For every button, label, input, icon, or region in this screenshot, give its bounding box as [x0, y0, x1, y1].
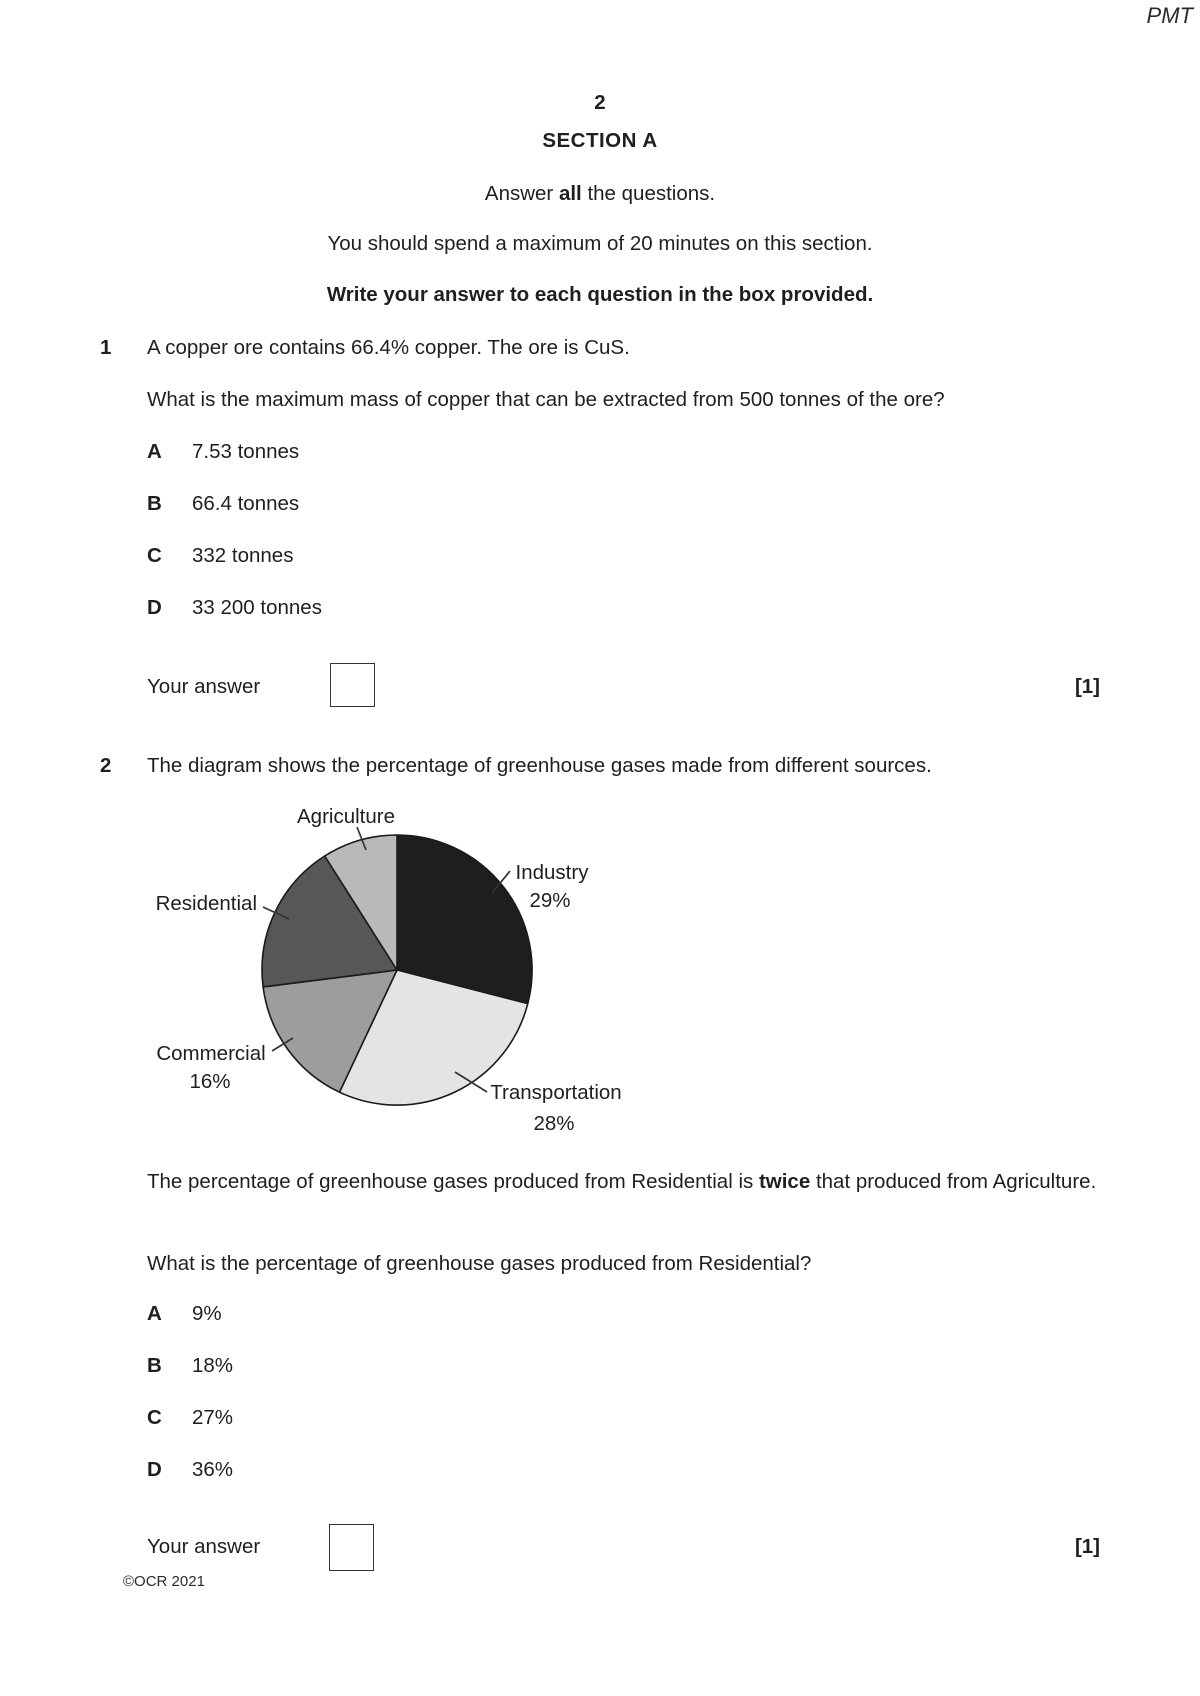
pie-label-commercial: Commercial — [156, 1042, 266, 1065]
q2-statement: The diagram shows the percentage of greenhouse gases made from different sources. — [147, 754, 932, 777]
option-letter: D — [147, 596, 162, 619]
pie-pct-commercial: 16% — [189, 1070, 231, 1093]
option-text: 18% — [192, 1354, 234, 1377]
q1-your-answer-label: Your answer — [147, 675, 261, 698]
pie-pct-transportation: 28% — [533, 1112, 575, 1135]
instruction-bold: all — [558, 182, 582, 205]
pie-pct-industry: 29% — [529, 889, 571, 912]
q1-number: 1 — [100, 336, 112, 359]
option-letter: B — [147, 1354, 162, 1377]
option-text: 66.4 tonnes — [192, 492, 300, 515]
pmt-watermark: PMT — [1146, 3, 1193, 28]
option-letter: C — [147, 544, 162, 567]
paragraph-pre: The percentage of greenhouse gases produced from Residential is — [147, 1170, 759, 1193]
option-text: 332 tonnes — [192, 544, 294, 567]
q1-marks: [1] — [1074, 675, 1100, 698]
q2-paragraph — [147, 1167, 1100, 1197]
pie-chart — [120, 790, 680, 1170]
pie-chart-svg — [120, 790, 680, 1170]
instruction-pre: Answer — [484, 182, 559, 205]
page-number: 2 — [594, 91, 606, 114]
time-note: You should spend a maximum of 20 minutes on this section. — [327, 232, 873, 255]
option-text: 9% — [192, 1302, 222, 1325]
instruction-post: the questions. — [581, 182, 716, 205]
option-text: 7.53 tonnes — [192, 440, 300, 463]
pie-label-residential: Residential — [155, 892, 257, 915]
paragraph-bold: twice — [758, 1170, 811, 1193]
option-text: 27% — [192, 1406, 234, 1429]
option-text: 36% — [192, 1458, 234, 1481]
q2-number: 2 — [100, 754, 112, 777]
answer-all-instruction — [0, 183, 1200, 204]
pie-label-industry: Industry — [515, 861, 589, 884]
pie-label-agriculture: Agriculture — [297, 805, 395, 828]
q2-your-answer-label: Your answer — [147, 1535, 261, 1558]
option-letter: B — [147, 492, 162, 515]
q2-question: What is the percentage of greenhouse gases produced from Residential? — [147, 1252, 812, 1275]
pie-label-transportation: Transportation — [490, 1081, 622, 1104]
copyright-notice: ©OCR 2021 — [123, 1573, 205, 1590]
section-title: SECTION A — [542, 129, 658, 152]
paragraph-post: that produced from Agriculture. — [810, 1170, 1097, 1193]
q1-question: What is the maximum mass of copper that can be extracted from 500 tonnes of the ore? — [147, 388, 945, 411]
q2-marks: [1] — [1074, 1535, 1100, 1558]
option-letter: A — [147, 1302, 162, 1325]
option-letter: D — [147, 1458, 162, 1481]
write-note: Write your answer to each question in the box provided. — [326, 283, 874, 306]
option-letter: A — [147, 440, 162, 463]
option-text: 33 200 tonnes — [192, 596, 322, 619]
q1-statement: A copper ore contains 66.4% copper. The ore is CuS. — [147, 336, 630, 359]
option-letter: C — [147, 1406, 162, 1429]
